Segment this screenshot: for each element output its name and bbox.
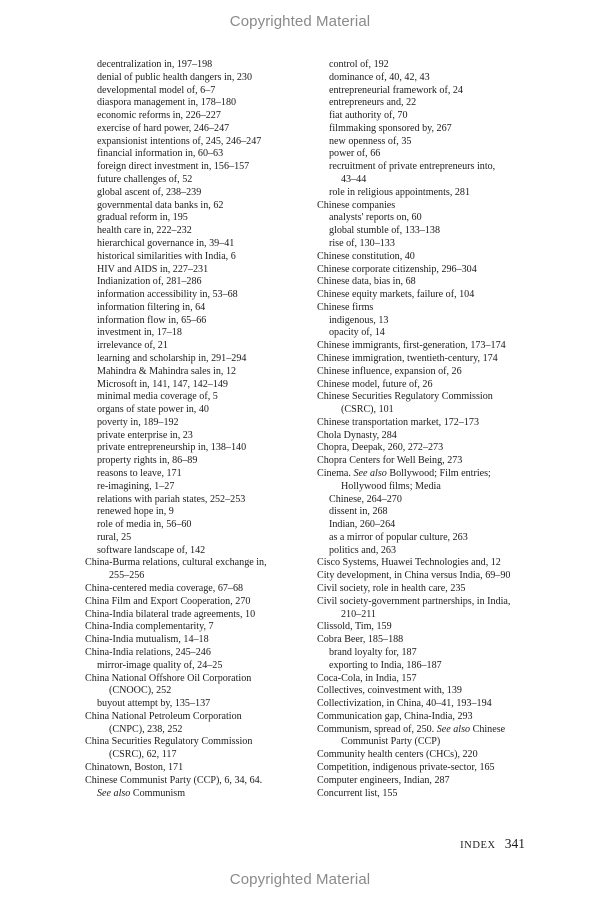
index-entry — [85, 455, 307, 468]
index-entry — [85, 481, 307, 494]
index-entry — [317, 736, 539, 749]
index-entry-text: Hollywood films; Media — [341, 480, 441, 492]
index-entry — [317, 289, 539, 302]
index-entry — [85, 353, 307, 366]
index-entry — [85, 251, 307, 264]
index-entry — [85, 200, 307, 213]
index-entry-text: hierarchical governance in, 39–41 — [97, 237, 235, 249]
index-entry — [317, 136, 539, 149]
index-entry — [85, 570, 307, 583]
index-entry — [85, 583, 307, 596]
index-entry-text: dissent in, 268 — [329, 506, 388, 518]
index-entry-text: Community health centers (CHCs), 220 — [317, 749, 478, 761]
index-entry — [317, 468, 539, 481]
index-entry — [317, 494, 539, 507]
index-entry-text: control of, 192 — [329, 59, 389, 70]
index-entry-text: financial information in, 60–63 — [97, 148, 224, 160]
index-entry — [317, 621, 539, 634]
index-entry-text: China-India relations, 245–246 — [85, 646, 211, 658]
index-entry — [85, 289, 307, 302]
index-entry — [85, 136, 307, 149]
index-entry-text: Chinese, 264–270 — [329, 493, 402, 505]
index-entry-text: rural, 25 — [97, 531, 132, 543]
index-entry — [85, 225, 307, 238]
index-entry — [317, 264, 539, 277]
index-entry-text: China Securities Regulatory Commission — [85, 736, 253, 748]
page-footer — [300, 835, 525, 853]
index-entry-text: Chinese transportation market, 172–173 — [317, 416, 480, 428]
index-entry — [85, 97, 307, 110]
index-entry-text: Concurrent list, 155 — [317, 787, 398, 799]
index-entry — [85, 187, 307, 200]
index-entry-text: Collectives, coinvestment with, 139 — [317, 685, 462, 697]
index-entry-text: role in religious appointments, 281 — [329, 186, 471, 198]
index-entry-text: Chinese corporate citizenship, 296–304 — [317, 263, 477, 275]
index-entry-text: poverty in, 189–192 — [97, 416, 179, 428]
index-entry-text: Chinese data, bias in, 68 — [317, 276, 416, 288]
index-entry-text: Communist Party (CCP) — [341, 736, 441, 748]
index-entry-text: private entrepreneurship in, 138–140 — [97, 442, 247, 454]
index-entry-text: Chola Dynasty, 284 — [317, 429, 397, 441]
index-entry-text: global stumble of, 133–138 — [329, 225, 441, 237]
index-entry-text: historical similarities with India, 6 — [97, 250, 236, 262]
index-entry — [85, 762, 307, 775]
index-entry-text: rise of, 130–133 — [329, 237, 395, 249]
index-entry — [85, 788, 307, 801]
index-entry-crossref: Communism — [130, 787, 186, 799]
index-entry-text: governmental data banks in, 62 — [97, 199, 224, 211]
index-entry — [317, 161, 539, 174]
index-entry — [317, 187, 539, 200]
index-entry — [317, 327, 539, 340]
index-entry-text: Chopra, Deepak, 260, 272–273 — [317, 442, 444, 454]
index-entry — [85, 468, 307, 481]
index-entry — [85, 391, 307, 404]
index-entry — [317, 749, 539, 762]
index-entry-text: Competition, indigenous private-sector, 165 — [317, 761, 495, 773]
index-entry-text: Chopra Centers for Well Being, 273 — [317, 455, 463, 467]
index-entry-text: China-India mutualism, 14–18 — [85, 634, 209, 646]
index-entry — [317, 775, 539, 788]
index-entry-text: Chinatown, Boston, 171 — [85, 761, 184, 773]
index-entry-text: new openness of, 35 — [329, 135, 412, 147]
index-entry-text: Clissold, Tim, 159 — [317, 621, 392, 633]
index-entry — [317, 404, 539, 417]
index-entry-text: relations with pariah states, 252–253 — [97, 493, 246, 505]
index-entry — [85, 621, 307, 634]
page-number: 341 — [504, 836, 525, 851]
index-entry — [317, 251, 539, 264]
index-entry-text: buyout attempt by, 135–137 — [97, 698, 211, 710]
index-entry — [85, 430, 307, 443]
index-entry-text: Coca-Cola, in India, 157 — [317, 672, 417, 684]
index-entry — [317, 430, 539, 443]
index-entry — [317, 225, 539, 238]
index-entry-text: minimal media coverage of, 5 — [97, 391, 218, 403]
index-entry — [317, 685, 539, 698]
index-entry-text: future challenges of, 52 — [97, 174, 193, 186]
index-entry — [85, 647, 307, 660]
index-entry-text: health care in, 222–232 — [97, 225, 192, 237]
copyright-watermark-bottom: Copyrighted Material — [229, 871, 371, 888]
index-entry — [85, 72, 307, 85]
index-entry-text: Collectivization, in China, 40–41, 193–194 — [317, 698, 492, 710]
index-entry-text: reasons to leave, 171 — [97, 468, 182, 479]
index-entry — [85, 404, 307, 417]
index-entry-text: 43–44 — [341, 174, 367, 186]
index-entry — [85, 417, 307, 430]
index-entry-text: foreign direct investment in, 156–157 — [97, 161, 250, 173]
index-entry-text: fiat authority of, 70 — [329, 110, 408, 122]
index-entry-text: power of, 66 — [329, 148, 381, 160]
index-entry-text: information accessibility in, 53–68 — [97, 289, 238, 301]
index-entry — [317, 647, 539, 660]
index-entry-text: China Film and Export Cooperation, 270 — [85, 595, 251, 607]
index-entry-text: (CSRC), 62, 117 — [109, 749, 177, 761]
index-entry — [317, 519, 539, 532]
index-entry — [85, 660, 307, 673]
index-entry — [317, 545, 539, 558]
index-entry — [85, 711, 307, 724]
index-entry — [317, 276, 539, 289]
index-entry — [85, 609, 307, 622]
index-entry — [85, 366, 307, 379]
index-entry-text: Chinese equity markets, failure of, 104 — [317, 289, 475, 301]
index-entry-text: Chinese firms — [317, 301, 374, 313]
index-entry — [317, 673, 539, 686]
index-entry-text: organs of state power in, 40 — [97, 404, 209, 416]
index-entry-text: dominance of, 40, 42, 43 — [329, 71, 430, 83]
index-entry-text: global ascent of, 238–239 — [97, 186, 202, 198]
index-entry — [317, 340, 539, 353]
index-entry-text: China National Offshore Oil Corporation — [85, 672, 252, 684]
index-entry — [85, 634, 307, 647]
index-entry — [317, 532, 539, 545]
index-entry-text: Indian, 260–264 — [329, 519, 396, 531]
index-entry-text: brand loyalty for, 187 — [329, 646, 417, 658]
index-entry-crossref: Bollywood; Film entries; — [386, 468, 491, 479]
index-entry-text: gradual reform in, 195 — [97, 212, 188, 224]
index-entry-text: Civil society-government partnerships, in India, — [317, 595, 511, 607]
index-entry-text: role of media in, 56–60 — [97, 519, 192, 531]
index-entry-text: (CNPC), 238, 252 — [109, 723, 183, 735]
index-entry-text: Cisco Systems, Huawei Technologies and, 12 — [317, 557, 501, 569]
index-entry — [85, 698, 307, 711]
index-entry-text: opacity of, 14 — [329, 327, 385, 339]
index-entry — [85, 673, 307, 686]
index-entry-text: 255–256 — [109, 570, 145, 582]
index-entry-text: (CNOOC), 252 — [109, 685, 172, 697]
see-also-ref: See also — [353, 468, 387, 479]
index-entry-text: investment in, 17–18 — [97, 327, 182, 339]
index-entry — [317, 506, 539, 519]
running-footer-label: INDEX — [460, 840, 496, 851]
index-entry — [317, 353, 539, 366]
index-entry-text: analysts' reports on, 60 — [329, 212, 422, 224]
index-entry — [317, 366, 539, 379]
index-entry — [317, 97, 539, 110]
index-entry — [317, 123, 539, 136]
index-entry — [317, 557, 539, 570]
index-entry-text: Chinese companies — [317, 199, 396, 211]
index-entry — [317, 724, 539, 737]
index-entry-text: renewed hope in, 9 — [97, 506, 174, 518]
index-entry — [317, 148, 539, 161]
index-entry — [85, 276, 307, 289]
index-entry-text: Chinese Securities Regulatory Commission — [317, 391, 493, 403]
index-entry-text: irrelevance of, 21 — [97, 340, 168, 352]
index-entry — [85, 749, 307, 762]
index-entry — [85, 174, 307, 187]
index-entry — [317, 698, 539, 711]
index-entry-text: information flow in, 65–66 — [97, 314, 207, 326]
index-entry-text: entrepreneurs and, 22 — [329, 97, 417, 109]
index-entry — [317, 570, 539, 583]
index-entry — [85, 724, 307, 737]
index-entry — [317, 59, 539, 72]
index-entry — [85, 327, 307, 340]
index-entry — [317, 711, 539, 724]
index-entry-text: City development, in China versus India, 69–90 — [317, 570, 511, 582]
index-entry-text: China-centered media coverage, 67–68 — [85, 583, 244, 595]
index-entry-text: Chinese immigrants, first-generation, 173–174 — [317, 340, 506, 352]
index-entry-text: as a mirror of popular culture, 263 — [329, 531, 468, 543]
index-entry-text: politics and, 263 — [329, 544, 397, 556]
index-entry-text: denial of public health dangers in, 230 — [97, 71, 253, 83]
index-entry — [317, 455, 539, 468]
index-entry-text: Chinese immigration, twentieth-century, 174 — [317, 352, 498, 364]
index-entry-crossref: Chinese — [470, 723, 506, 735]
index-entry-text: entrepreneurial framework of, 24 — [329, 84, 463, 96]
index-entry — [85, 442, 307, 455]
index-entry-text: software landscape of, 142 — [97, 544, 206, 556]
index-entry — [317, 583, 539, 596]
index-entry-text: Mahindra & Mahindra sales in, 12 — [97, 365, 237, 377]
index-entry — [317, 596, 539, 609]
index-entry — [317, 788, 539, 801]
index-entry-text: exporting to India, 186–187 — [329, 659, 442, 671]
index-entry — [317, 609, 539, 622]
index-entry-text: (CSRC), 101 — [341, 404, 394, 416]
index-entry-text: economic reforms in, 226–227 — [97, 110, 221, 122]
index-entry-text: decentralization in, 197–198 — [97, 59, 213, 70]
index-entry — [85, 494, 307, 507]
index-entry — [85, 212, 307, 225]
index-entry — [317, 110, 539, 123]
index-entry-text: 210–211 — [341, 608, 376, 620]
index-entry-text: Chinese constitution, 40 — [317, 250, 415, 262]
index-entry — [317, 238, 539, 251]
index-entry-text: Civil society, role in health care, 235 — [317, 583, 466, 595]
index-entry — [85, 340, 307, 353]
index-entry — [85, 123, 307, 136]
index-entry — [317, 200, 539, 213]
index-entry — [317, 302, 539, 315]
index-entry-text: mirror-image quality of, 24–25 — [97, 659, 223, 671]
index-entry — [85, 775, 307, 788]
index-entry — [317, 634, 539, 647]
index-entry-text: property rights in, 86–89 — [97, 455, 198, 467]
index-entry-text: information filtering in, 64 — [97, 301, 206, 313]
index-entry — [85, 596, 307, 609]
index-entry-text: Microsoft in, 141, 147, 142–149 — [97, 378, 228, 390]
index-entry — [317, 174, 539, 187]
index-entry-text: diaspora management in, 178–180 — [97, 97, 237, 109]
index-entry — [85, 519, 307, 532]
index-entry — [85, 532, 307, 545]
index-entry — [85, 736, 307, 749]
index-entry — [317, 379, 539, 392]
index-entry — [85, 161, 307, 174]
index-entry — [85, 238, 307, 251]
index-entry — [317, 442, 539, 455]
index-entry — [317, 417, 539, 430]
see-also-ref: See also — [97, 787, 131, 799]
index-column-left — [85, 59, 307, 800]
index-entry-text: indigenous, 13 — [329, 314, 389, 326]
index-entry — [85, 379, 307, 392]
copyright-watermark-top: Copyrighted Material — [229, 13, 371, 30]
index-entry-text: China-India bilateral trade agreements, 10 — [85, 608, 256, 620]
index-entry — [85, 148, 307, 161]
index-entry — [85, 59, 307, 72]
index-column-right — [317, 59, 539, 800]
index-entry-text: China-India complementarity, 7 — [85, 621, 214, 633]
index-entry-text: Communication gap, China-India, 293 — [317, 710, 473, 722]
see-also-ref: See also — [436, 723, 471, 735]
index-entry-text: Cobra Beer, 185–188 — [317, 634, 404, 646]
index-entry-text: re-imagining, 1–27 — [97, 480, 175, 492]
index-entry-text: HIV and AIDS in, 227–231 — [97, 263, 209, 275]
index-entry — [85, 545, 307, 558]
index-entry-text: expansionist intentions of, 245, 246–247 — [97, 135, 262, 147]
index-entry-text: Chinese influence, expansion of, 26 — [317, 365, 462, 377]
index-entry-text: Chinese Communist Party (CCP), 6, 34, 64. — [85, 774, 263, 786]
index-entry-text: recruitment of private entrepreneurs into, — [329, 161, 496, 173]
index-entry — [85, 264, 307, 277]
index-entry — [317, 212, 539, 225]
index-entry — [317, 85, 539, 98]
index-entry-text: developmental model of, 6–7 — [97, 84, 216, 96]
index-entry — [85, 506, 307, 519]
index-entry — [85, 557, 307, 570]
index-entry-text: learning and scholarship in, 291–294 — [97, 352, 247, 364]
index-entry — [85, 685, 307, 698]
index-entry — [85, 302, 307, 315]
index-entry-text: Indianization of, 281–286 — [97, 276, 202, 288]
index-entry-text: China National Petroleum Corporation — [85, 710, 242, 722]
index-entry — [85, 315, 307, 328]
index-entry-text: Chinese model, future of, 26 — [317, 378, 433, 390]
index-entry-text: exercise of hard power, 246–247 — [97, 122, 230, 134]
index-entry-text: Computer engineers, Indian, 287 — [317, 774, 450, 786]
index-entry — [317, 315, 539, 328]
index-entry — [85, 110, 307, 123]
index-entry-text: private enterprise in, 23 — [97, 429, 193, 441]
index-entry — [317, 391, 539, 404]
index-entry-text: filmmaking sponsored by, 267 — [329, 122, 452, 134]
index-entry-text: China-Burma relations, cultural exchange in, — [85, 557, 267, 569]
index-entry — [317, 72, 539, 85]
index-entry — [317, 762, 539, 775]
index-entry — [317, 660, 539, 673]
index-entry-text: Cinema. — [317, 468, 354, 479]
index-entry — [85, 85, 307, 98]
index-entry-text: Communism, spread of, 250. — [317, 723, 437, 735]
index-entry — [317, 481, 539, 494]
